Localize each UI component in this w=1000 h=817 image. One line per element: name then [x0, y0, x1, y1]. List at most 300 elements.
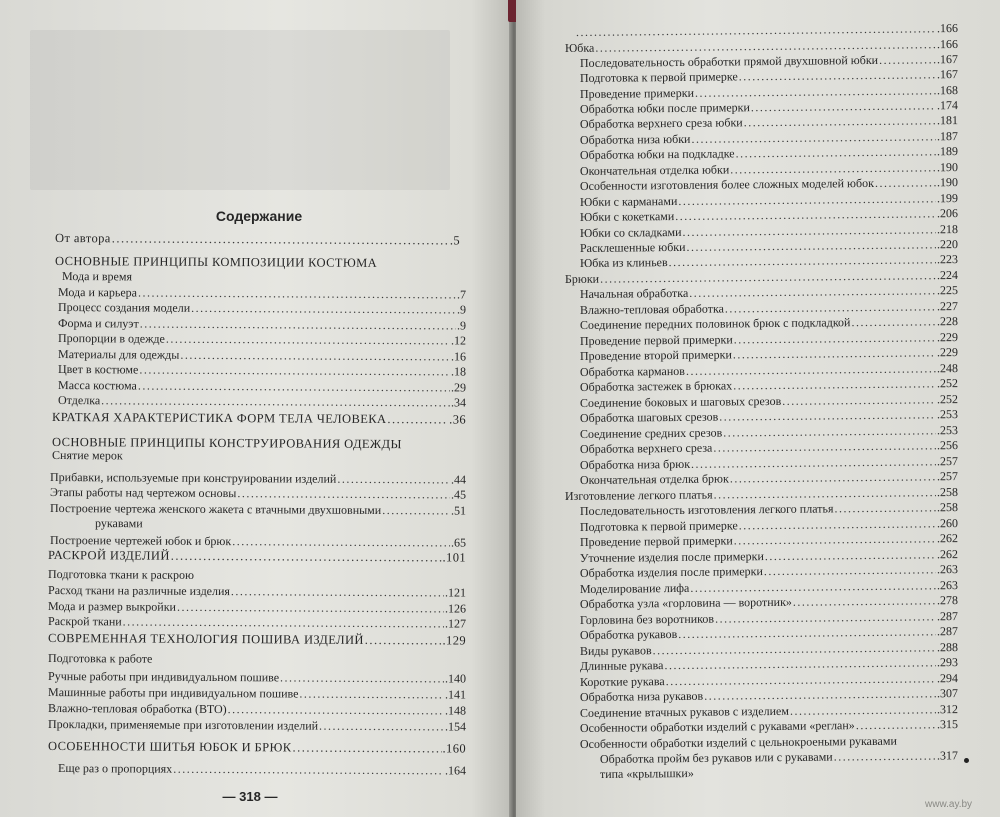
toc-entry-title: Юбки со складками	[579, 224, 682, 240]
dot-leader	[793, 594, 936, 608]
toc-entry-title: Проведение первой примерки	[579, 533, 733, 549]
toc-entry-title: Раскрой ткани	[48, 614, 122, 629]
dot-leader	[730, 161, 936, 176]
dot-leader	[691, 130, 936, 146]
dot-leader	[735, 145, 936, 160]
toc-entry	[580, 176, 958, 193]
toc-entry	[580, 408, 958, 425]
toc-entry-page: .5	[449, 233, 461, 248]
dot-leader	[690, 579, 936, 595]
toc-entry	[575, 22, 958, 39]
toc-entry-page: .293	[936, 655, 958, 670]
toc-entry-page: .262	[936, 547, 958, 562]
dot-leader	[666, 672, 936, 688]
page-number: — 318 —	[222, 789, 278, 804]
toc-entry-title: Ручные работы при индивидуальном пошиве	[48, 669, 280, 685]
toc-entry-title: Изготовление легкого платья	[564, 487, 713, 503]
toc-entry-title: Мода и размер выкройки	[48, 599, 177, 614]
toc-entry-title: Горловина без воротников	[579, 611, 715, 627]
dot-leader	[834, 749, 936, 763]
toc-entry	[580, 114, 958, 131]
toc-entry-page: .248	[936, 361, 958, 376]
toc-entry-page: .228	[936, 314, 958, 329]
dot-leader	[734, 532, 936, 547]
toc-entry-page: .263	[936, 562, 958, 577]
dot-leader	[739, 517, 936, 532]
toc-entry-title: Обработка низа брюк	[579, 456, 691, 472]
toc-entry-title: Последовательность обработки прямой двухшовной юбки	[579, 52, 879, 70]
toc-entry-page: .127	[444, 616, 467, 631]
toc-entry-title: СОВРЕМЕННАЯ ТЕХНОЛОГИЯ ПОШИВА ИЗДЕЛИЙ	[48, 631, 364, 647]
toc-entry-title: Отделка	[58, 393, 101, 408]
toc-entry-title: Соединение втачных рукавов с изделием	[579, 703, 789, 720]
toc-entry-page: .129	[442, 633, 467, 648]
bleed-through	[30, 30, 450, 190]
toc-entry	[600, 749, 958, 766]
toc-entry	[565, 38, 958, 55]
toc-entry	[580, 315, 958, 332]
toc-entry	[95, 517, 466, 532]
toc-entry	[580, 377, 958, 394]
toc-entry	[58, 317, 466, 332]
toc-entry	[580, 99, 958, 116]
toc-entry	[580, 253, 958, 270]
toc-entry	[600, 764, 958, 781]
toc-entry-title: Обработка узла «горловина — воротник»	[579, 594, 792, 611]
toc-entry-page: .253	[936, 407, 958, 422]
toc-entry-title: Длинные рукава	[579, 658, 664, 673]
toc-entry	[580, 393, 958, 410]
toc-entry-page: .51	[450, 503, 467, 518]
toc-entry	[580, 532, 958, 549]
dot-leader	[191, 302, 456, 317]
toc-entry-title: Обработка низа юбки	[579, 131, 691, 147]
toc-entry-title: Процесс создания модели	[58, 300, 191, 315]
toc-entry-title: ОСНОВНЫЕ ПРИНЦИПЫ КОНСТРУИРОВАНИЯ ОДЕЖДЫ	[52, 435, 402, 452]
right-page	[516, 0, 1000, 817]
toc-entry	[48, 568, 466, 584]
toc-entry	[580, 718, 958, 735]
toc-entry-title: Начальная обработка	[579, 285, 689, 301]
toc-entry	[55, 255, 466, 271]
toc-entry-page: .260	[936, 516, 958, 531]
toc-entry-page: .167	[936, 52, 958, 67]
toc-entry	[580, 672, 958, 689]
dot-leader	[595, 38, 936, 55]
dot-leader	[851, 315, 936, 329]
toc-entry-title: Обработка пройм без рукавов или с рукавами	[599, 749, 833, 766]
dot-leader	[733, 377, 936, 392]
toc-entry-title: Машинные работы при индивидуальном пошиве	[48, 685, 299, 701]
toc-entry-page: .16	[450, 349, 467, 364]
toc-entry	[580, 84, 958, 101]
toc-entry	[580, 284, 958, 301]
dot-leader	[138, 379, 450, 394]
toc-entry-title: ОСНОВНЫЕ ПРИНЦИПЫ КОМПОЗИЦИИ КОСТЮМА	[55, 254, 378, 270]
toc-entry-title: Материалы для одежды	[58, 347, 180, 362]
dot-leader	[124, 459, 465, 461]
toc-entry	[48, 702, 466, 718]
toc-entry	[55, 232, 460, 247]
toc-entry-page: .181	[936, 113, 958, 128]
toc-entry	[58, 394, 466, 409]
toc-entry	[580, 687, 958, 704]
toc-entry	[580, 703, 958, 720]
toc-entry	[580, 439, 958, 456]
dot-leader	[664, 656, 936, 672]
toc-entry-page: .34	[450, 395, 467, 410]
toc-entry	[58, 301, 466, 316]
toc-entry-title: Влажно-тепловая обработка	[579, 301, 724, 317]
dot-leader	[319, 720, 444, 734]
toc-entry	[580, 161, 958, 178]
watermark: www.ay.by	[925, 799, 973, 810]
dot-leader	[678, 192, 936, 208]
dot-leader	[730, 470, 936, 485]
toc-entry-page: .141	[444, 687, 467, 702]
dot-leader	[299, 688, 444, 702]
toc-entry-page: .258	[936, 500, 958, 515]
toc-entry-title: Подготовка к первой примерке	[579, 69, 738, 85]
dot-leader	[678, 625, 936, 641]
toc-entry-title: Проведение второй примерки	[579, 347, 732, 363]
toc-entry-title: Обработка юбки на подкладке	[579, 146, 735, 162]
toc-entry-page: .167	[936, 67, 958, 82]
toc-entry	[580, 734, 958, 751]
toc-entry	[580, 455, 958, 472]
toc-entry-title: Цвет в костюме	[58, 362, 139, 377]
toc-entry	[50, 471, 466, 487]
toc-entry-title: Подготовка ткани к раскрою	[48, 567, 195, 582]
toc-entry-page: .223	[936, 252, 958, 267]
dot-leader	[723, 424, 936, 439]
toc-entry-page: .263	[936, 578, 958, 593]
toc-entry-page: .287	[936, 609, 958, 624]
toc-entry-page: .160	[442, 741, 467, 756]
toc-entry-page: .190	[936, 175, 958, 190]
dot-leader	[751, 99, 936, 114]
toc-entry-page: .229	[936, 330, 958, 345]
toc-entry	[58, 286, 466, 301]
dot-leader	[195, 579, 465, 581]
toc-entry	[580, 470, 958, 487]
toc-entry	[50, 486, 466, 502]
toc-entry-title: Мода и время	[62, 269, 133, 284]
toc-entry-page: .18	[450, 364, 467, 379]
toc-entry	[580, 656, 958, 673]
toc-entry	[580, 579, 958, 596]
toc-entry	[50, 534, 466, 550]
toc-entry-title: Юбки с карманами	[579, 193, 678, 209]
toc-entry-page: .12	[450, 333, 467, 348]
toc-entry-page: .36	[449, 412, 467, 427]
toc-entry	[48, 632, 466, 648]
toc-entry-title: Расход ткани на различные изделия	[48, 583, 231, 599]
toc-entry	[52, 449, 466, 465]
dot-leader	[232, 535, 450, 549]
toc-entry	[52, 411, 466, 427]
toc-entry-page: .294	[936, 671, 958, 686]
toc-entry-page: .253	[936, 423, 958, 438]
page-title: Содержание	[215, 208, 303, 224]
toc-entry	[48, 600, 466, 616]
toc-entry-title: Обработка застежек в брюках	[579, 378, 733, 394]
toc-entry-title: Виды рукавов	[579, 643, 652, 658]
toc-entry-page: .154	[444, 719, 467, 734]
dot-leader	[686, 238, 936, 254]
toc-entry-page: .229	[936, 345, 958, 360]
toc-entry-page: .190	[936, 160, 958, 175]
toc-entry	[580, 362, 958, 379]
toc-entry-title: Уточнение изделия после примерки	[579, 549, 764, 565]
dot-leader	[879, 53, 936, 67]
toc-entry	[48, 670, 466, 686]
toc-entry-title: Соединение боковых и шаговых срезов	[579, 393, 782, 410]
toc-entry-page: .44	[450, 472, 467, 487]
toc-entry-title: Окончательная отделка юбки	[579, 162, 730, 178]
toc-entry	[58, 762, 466, 777]
toc-entry-page: .258	[936, 484, 958, 500]
toc-entry	[580, 238, 958, 255]
toc-entry	[62, 270, 466, 285]
toc-entry	[580, 610, 958, 627]
toc-entry-title: Моделирование лифа	[579, 580, 690, 596]
toc-entry-title: Соединение средних срезов	[579, 425, 723, 441]
dot-leader	[875, 176, 936, 190]
dot-leader	[653, 641, 936, 657]
toc-entry	[580, 331, 958, 348]
toc-entry-page: .121	[444, 585, 467, 600]
dot-leader	[133, 280, 465, 282]
dot-leader	[153, 663, 465, 665]
toc-entry-title: Прибавки, используемые при конструировании изделий	[50, 470, 337, 486]
dot-leader	[898, 744, 957, 745]
toc-entry-page: .252	[936, 392, 958, 407]
toc-entry-title: Юбка	[564, 40, 595, 55]
toc-entry-title: Расклешенные юбки	[579, 239, 686, 255]
toc-entry-page: .9	[456, 318, 467, 333]
toc-entry	[58, 348, 466, 363]
dot-leader	[790, 703, 936, 718]
dot-leader	[719, 408, 936, 423]
toc-entry	[580, 68, 958, 85]
toc-entry-title: Масса костюма	[58, 378, 137, 393]
toc-entry-title: Обработка низа рукавов	[579, 688, 704, 704]
toc-entry-page: .187	[936, 129, 958, 144]
toc-entry-page: .199	[936, 191, 958, 206]
dot-leader	[695, 84, 936, 100]
toc-entry-page: .257	[936, 469, 958, 484]
dot-leader	[689, 284, 936, 300]
toc-entry-page: .288	[936, 640, 958, 655]
toc-entry	[580, 563, 958, 580]
toc-entry-title: Проведение первой примерки	[579, 332, 733, 348]
toc-entry-title: Прокладки, применяемые при изготовлении изделий	[48, 717, 319, 733]
toc-entry	[48, 549, 466, 565]
toc-entry-title: Брюки	[564, 271, 600, 286]
toc-entry-title: Мода и карьера	[58, 285, 138, 300]
toc-entry	[580, 548, 958, 565]
dot-leader	[382, 504, 450, 517]
toc-entry-title: Короткие рукава	[579, 674, 665, 689]
dot-leader	[713, 439, 936, 454]
toc-entry-page: .307	[936, 686, 958, 701]
dot-leader	[365, 634, 442, 647]
toc-entry-title: Последовательность изготовления легкого платья	[579, 501, 834, 518]
dot-leader	[764, 563, 936, 578]
toc-entry-title: Форма и силуэт	[58, 316, 139, 331]
toc-entry-page: .45	[450, 487, 467, 502]
toc-entry-title: РАСКРОЙ ИЗДЕЛИЙ	[48, 548, 170, 563]
toc-entry-title: Особенности обработки изделий с рукавами «реглан»	[579, 718, 855, 735]
toc-entry-page: .206	[936, 206, 958, 221]
dot-leader	[180, 349, 450, 364]
dot-leader	[576, 22, 936, 39]
toc-entry-title: Обработка юбки после примерки	[579, 100, 750, 116]
toc-entry-title: Обработка изделия после примерки	[579, 564, 763, 580]
dot-leader	[686, 362, 936, 378]
toc-entry-title: Влажно-тепловая обработка (ВТО)	[48, 701, 227, 717]
dot-leader	[123, 615, 444, 630]
toc-entry-title: типа «крылышки»	[599, 766, 694, 781]
toc-entry-page: .218	[936, 222, 958, 237]
dot-leader	[337, 473, 450, 487]
dot-leader	[228, 703, 444, 717]
dot-leader	[378, 267, 465, 268]
toc-entry-page: .166	[936, 20, 958, 36]
toc-entry-title: Подготовка к работе	[48, 651, 153, 666]
toc-entry-page: .7	[456, 287, 467, 302]
toc-entry-title: Окончательная отделка брюк	[579, 471, 729, 487]
toc-entry	[58, 332, 466, 347]
dot-leader	[112, 232, 449, 247]
toc-entry-page: .287	[936, 624, 958, 639]
dot-leader	[765, 548, 936, 563]
toc-entry-title: Еще раз о пропорциях	[58, 761, 173, 776]
toc-entry-title: Особенности обработки изделий с цельнокроеными рукавами	[579, 733, 897, 751]
dot-leader	[704, 687, 936, 702]
toc-entry-title: Обработка верхнего среза	[579, 440, 713, 456]
toc-entry-page: .257	[936, 454, 958, 469]
dot-leader	[171, 550, 442, 565]
toc-entry-title: Обработка карманов	[579, 363, 685, 379]
toc-entry	[48, 615, 466, 631]
dot-leader	[714, 486, 936, 501]
toc-entry	[580, 625, 958, 642]
toc-entry-title: КРАТКАЯ ХАРАКТЕРИСТИКА ФОРМ ТЕЛА ЧЕЛОВЕКА	[52, 410, 387, 427]
toc-entry-page: .315	[936, 717, 958, 732]
toc-entry-title: Подготовка к первой примерке	[579, 518, 738, 534]
toc-entry-title: Проведение примерки	[579, 85, 695, 101]
toc-entry-title: Особенности изготовления более сложных моделей юбок	[579, 175, 874, 193]
toc-entry	[580, 207, 958, 224]
toc-entry	[565, 486, 958, 503]
toc-entry-page: .140	[444, 671, 467, 686]
toc-entry	[58, 379, 466, 394]
toc-entry-title: Юбки с кокетками	[579, 209, 675, 224]
dot-leader	[733, 346, 936, 361]
toc-entry-page: .174	[936, 98, 958, 113]
dot-leader	[856, 718, 936, 732]
toc-entry-page: .252	[936, 376, 958, 391]
dot-leader	[292, 741, 441, 755]
toc-entry	[580, 192, 958, 209]
toc-entry-page: .225	[936, 283, 958, 298]
toc-entry	[580, 501, 958, 518]
dot-leader	[139, 363, 450, 378]
dot-leader	[682, 223, 936, 239]
dot-leader	[138, 286, 456, 301]
end-mark	[964, 758, 969, 763]
dot-leader	[144, 527, 465, 529]
dot-leader	[834, 501, 936, 515]
toc-entry	[48, 584, 466, 600]
toc-entry-page: .278	[936, 593, 958, 608]
toc-entry-page: .168	[936, 83, 958, 98]
dot-leader	[691, 455, 936, 471]
toc-entry	[580, 346, 958, 363]
toc-entry-page: .317	[936, 748, 958, 763]
toc-entry-page: .9	[456, 302, 467, 317]
toc-entry	[48, 740, 466, 756]
dot-leader	[600, 269, 936, 286]
dot-leader	[140, 317, 456, 332]
dot-leader	[715, 610, 936, 625]
toc-entry-page: .224	[936, 267, 958, 283]
toc-entry	[580, 424, 958, 441]
toc-entry-page: .256	[936, 438, 958, 453]
dot-leader	[669, 253, 936, 269]
dot-leader	[782, 393, 936, 408]
toc-entry	[48, 718, 466, 734]
toc-entry	[580, 145, 958, 162]
toc-entry-title: ОСОБЕННОСТИ ШИТЬЯ ЮБОК И БРЮК	[48, 739, 292, 755]
toc-entry-title: Построение чертежей юбок и брюк	[50, 533, 232, 549]
dot-leader	[173, 763, 444, 778]
dot-leader	[101, 394, 450, 409]
toc-entry-title: Построение чертежа женского жакета с втачными двухшовными	[50, 501, 382, 518]
toc-entry-page: .262	[936, 531, 958, 546]
toc-entry-title: Обработка шаговых срезов	[579, 409, 719, 425]
dot-leader	[177, 601, 444, 616]
toc-entry	[580, 594, 958, 611]
dot-leader	[739, 68, 936, 83]
toc-entry	[58, 363, 466, 378]
toc-entry	[580, 517, 958, 534]
dot-leader	[675, 207, 936, 223]
toc-entry-page: .166	[936, 36, 958, 52]
toc-entry	[48, 686, 466, 702]
dot-leader	[744, 114, 936, 129]
dot-leader	[734, 331, 936, 346]
toc-entry	[580, 53, 958, 70]
toc-entry-title: Юбка из клиньев	[579, 255, 668, 270]
toc-entry-page: .312	[936, 702, 958, 717]
toc-entry-page: .101	[442, 550, 467, 565]
toc-entry-page: .126	[444, 601, 467, 616]
dot-leader	[725, 300, 936, 315]
toc-entry-title: Снятие мерок	[52, 448, 123, 463]
toc-entry-title: рукавами	[95, 516, 143, 531]
dot-leader	[231, 585, 444, 599]
toc-entry-title: Этапы работы над чертежом основы	[50, 485, 237, 501]
toc-entry-page: .227	[936, 299, 958, 314]
toc-entry	[580, 300, 958, 317]
toc-entry-page: .189	[936, 144, 958, 159]
toc-entry-page: .65	[450, 535, 467, 550]
toc-entry-page: .220	[936, 237, 958, 252]
toc-entry-title: Пропорции в одежде	[58, 331, 165, 346]
